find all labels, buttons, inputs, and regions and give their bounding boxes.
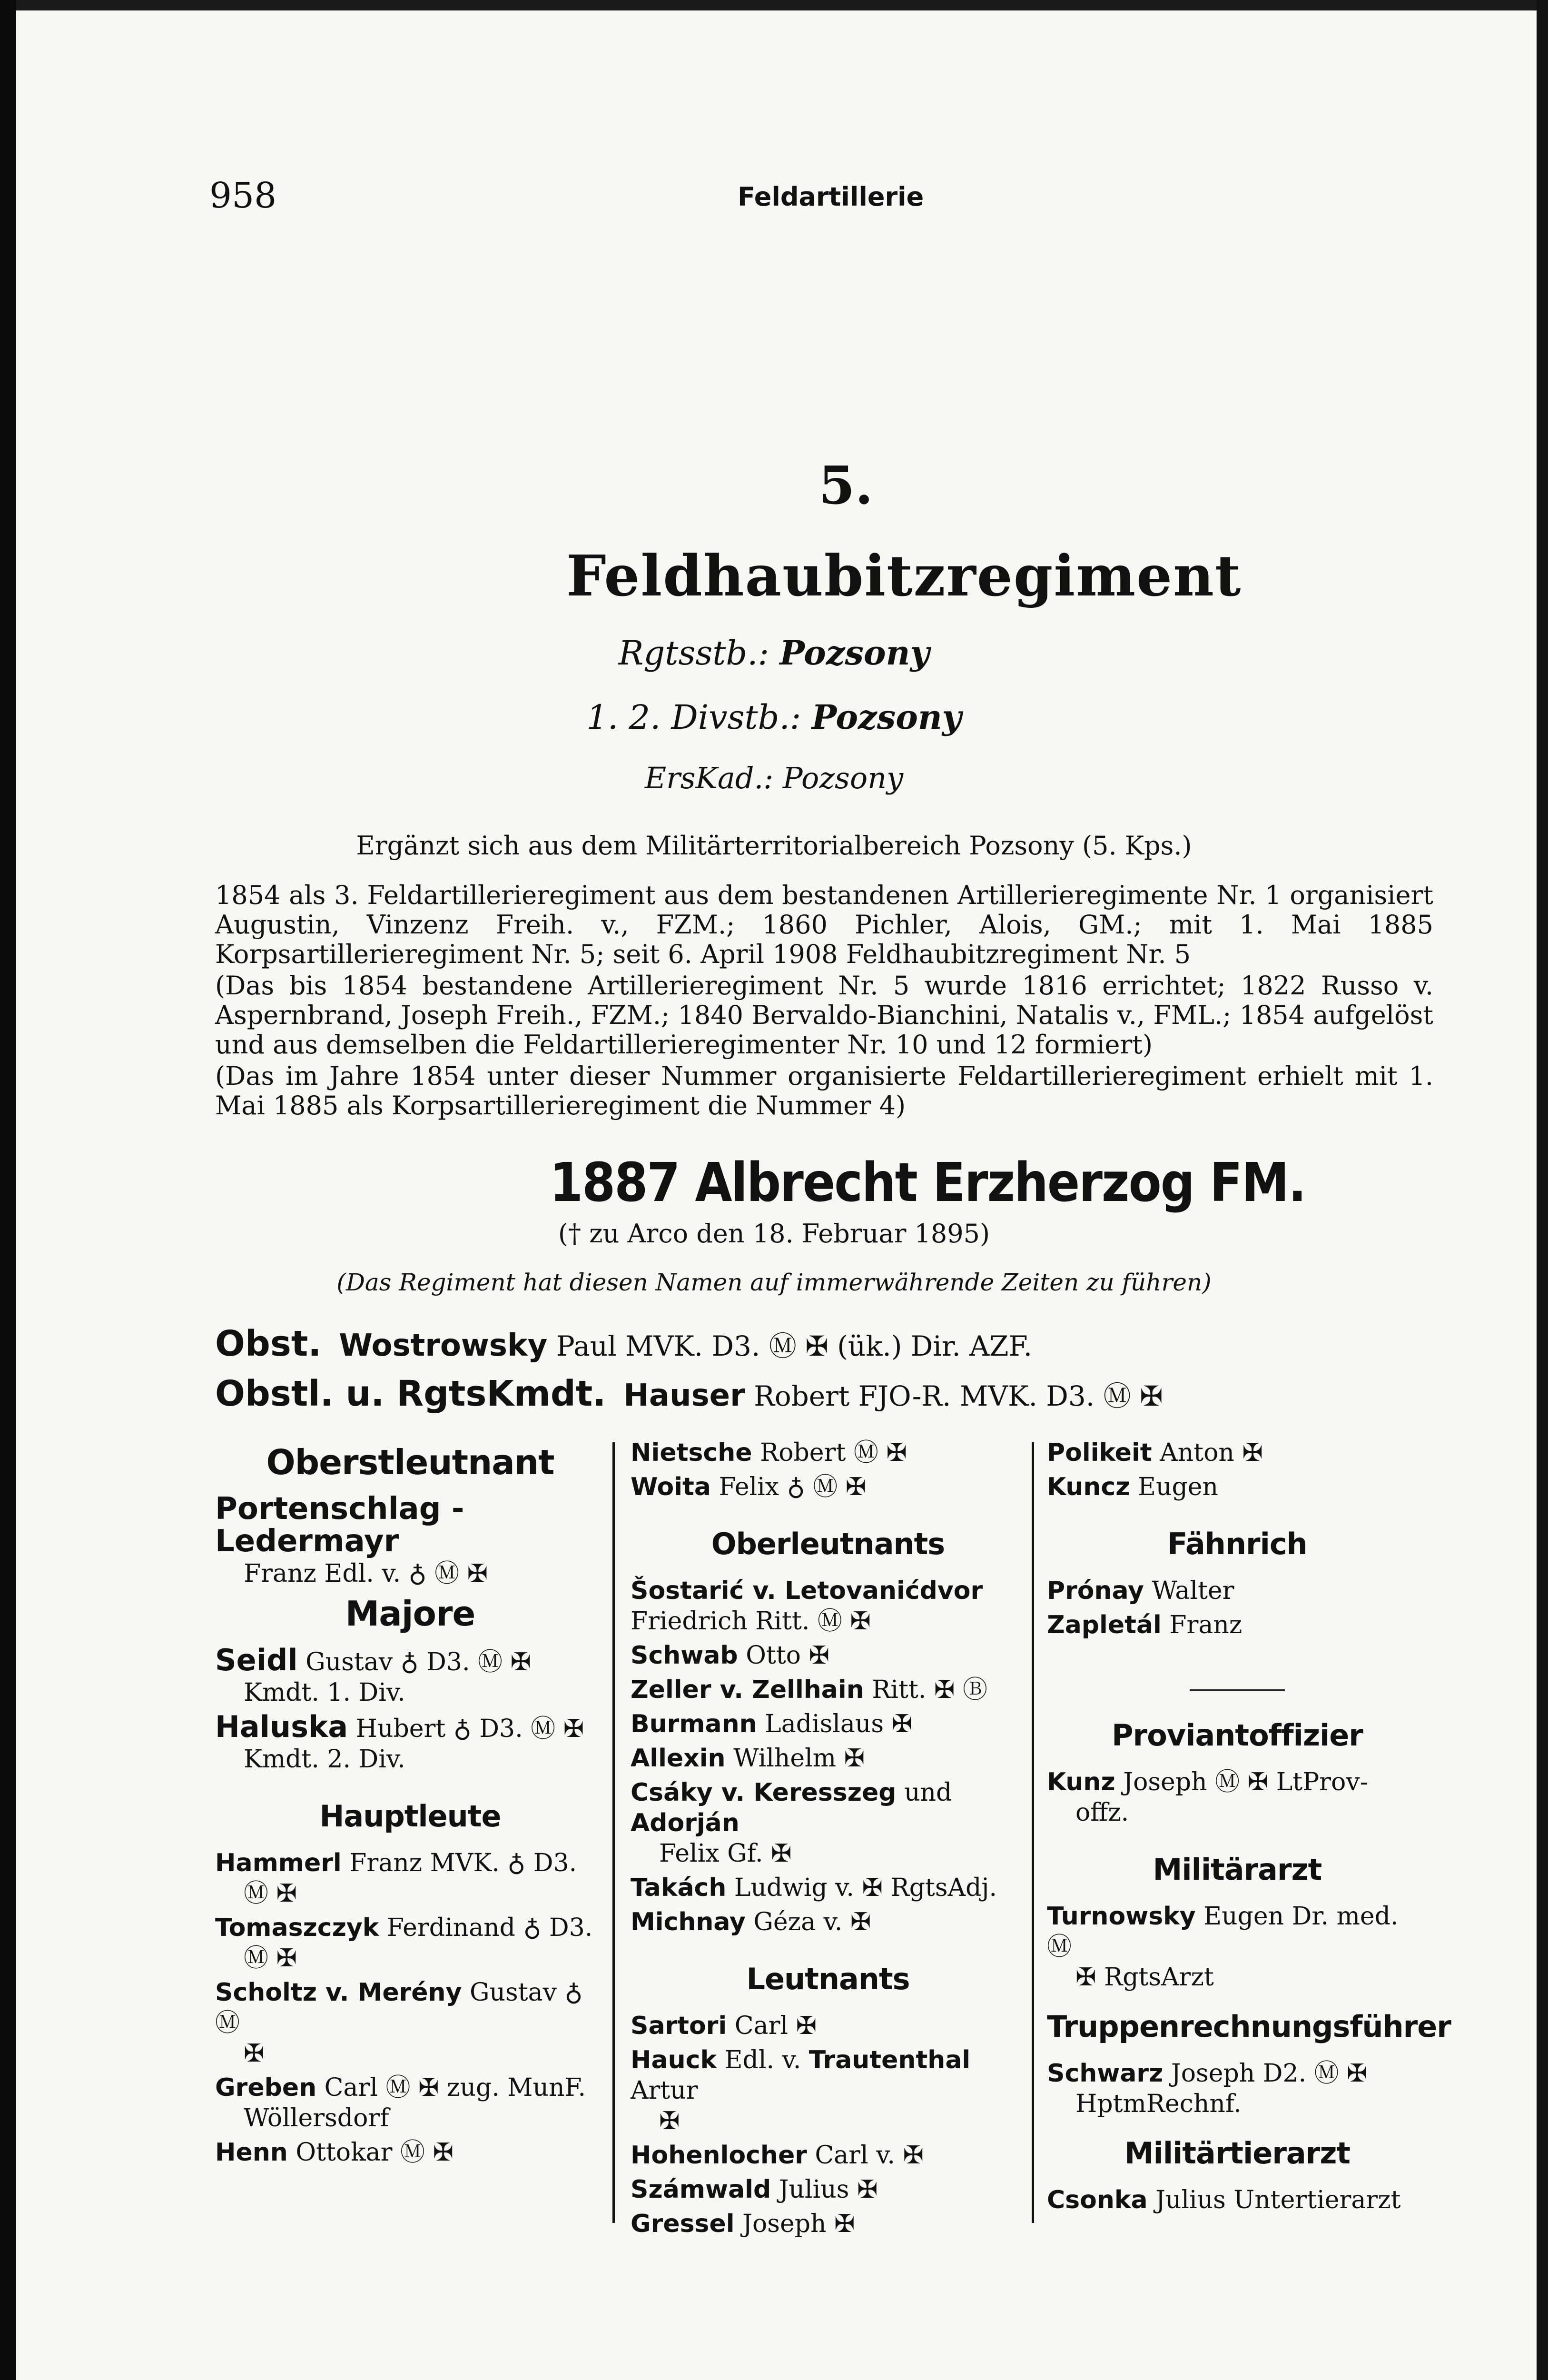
staff-oberstleutnant-kmdt [215,1373,1163,1414]
person-details: Franz [1169,1611,1242,1639]
column-3 [1047,1438,1451,2219]
separator-block [1047,1644,1428,1711]
list-item [215,2137,605,2168]
location-erskad [0,761,1548,795]
section-heading: Militärarzt [1153,1852,1322,1887]
list-item [631,2011,1025,2041]
honorary-note: (Das Regiment hat diesen Namen auf immerwährende Zeiten zu führen) [336,1269,1212,1296]
person-details: Carl Ⓜ ✠ zug. MunF. [324,2073,586,2102]
list-item [631,1709,1025,1739]
history-paragraph: (Das im Jahre 1854 unter dieser Nummer organisierte Feldartillerieregiment erhielt mit 1. Mai 1885 als Korpsartillerieregiment die Nummer 4) [215,1061,1433,1121]
person-name: Greben [215,2073,317,2102]
location-label: ErsKad.: [644,761,774,795]
person-details: Robert FJO-R. MVK. D3. Ⓜ ✠ [754,1380,1163,1412]
list-item [215,1848,605,1909]
location-value: Pozsony [811,697,962,737]
person-details: Ladislaus ✠ [765,1710,913,1738]
recruitment-note: Ergänzt sich aus dem Militärterritorialbereich Pozsony (5. Kps.) [356,831,1192,861]
person-name: Hauser [623,1378,745,1413]
person-details: Joseph Ⓜ ✠ LtProv- [1123,1768,1369,1796]
person-name: Kuncz [1047,1473,1130,1501]
page-number: 958 [209,175,277,216]
list-item [215,1913,605,1973]
person-name: Zapletál [1047,1611,1162,1639]
list-item [1047,1610,1428,1640]
person-name: Csonka [1047,2186,1148,2214]
location-value: Pozsony [782,761,904,795]
person-name: Hammerl [215,1849,342,1877]
rank-label: Obst. [215,1323,322,1364]
list-item [1047,1901,1428,1993]
person-name: Tomaszczyk [215,1914,379,1942]
person-name: Hohenlocher [631,2141,807,2170]
person-name: Gressel [631,2210,735,2238]
location-label: Rgtsstb.: [618,634,769,673]
person-details: Franz MVK. ♁ D3. [349,1849,577,1877]
rank-label: Obstl. u. RgtsKmdt. [215,1373,606,1414]
list-item [631,2174,1025,2205]
person-name: Hauck [631,2046,717,2074]
person-name: Haluska [215,1709,348,1744]
person-name: Számwald [631,2175,771,2204]
list-item [215,1709,605,1775]
list-item [631,1640,1025,1671]
column-divider [612,1442,615,2223]
person-details: Kmdt. 2. Div. [244,1745,405,1774]
person-name: Csáky v. Keresszeg [631,1778,897,1807]
person-details: Paul MVK. D3. Ⓜ ✠ (ük.) Dir. AZF. [556,1330,1033,1362]
person-name: Turnowsky [1047,1902,1196,1931]
section-heading: Oberstleutnant [266,1442,554,1482]
person-name: Burmann [631,1710,757,1738]
person-details: Eugen [1138,1473,1219,1501]
person-details: Ritt. ✠ Ⓑ [872,1676,988,1704]
list-item [631,1777,1025,1869]
person-name: Sartori [631,2012,727,2040]
person-details: Anton ✠ [1160,1438,1263,1467]
person-details: ✠ [244,2039,265,2068]
scan-border-top [0,0,1548,10]
list-item [215,1491,605,1589]
person-details: Ludwig v. ✠ RgtsAdj. [734,1874,997,1902]
person-details: Edl. v. [724,2046,801,2074]
list-item [631,1576,1025,1636]
honorary-name: 1887 Albrecht Erzherzog FM. [550,1152,1306,1214]
person-details: Julius ✠ [779,2175,878,2204]
person-name: Trautenthal [809,2046,971,2074]
person-name: Seidl [215,1643,298,1677]
person-name: Michnay [631,1908,746,1936]
person-details: Otto ✠ [746,1641,830,1670]
list-item [631,2045,1025,2136]
person-details: Friedrich Ritt. Ⓜ ✠ [631,1607,871,1636]
list-item [1047,1767,1428,1828]
section-heading: Majore [345,1594,475,1634]
list-item [1047,2058,1428,2119]
history-paragraph: (Das bis 1854 bestandene Artillerieregiment Nr. 5 wurde 1816 errichtet; 1822 Russo v. Aspernbrand, Joseph Freih., FZM.; 1840 Bervaldo-Bianchini, Natalis v., FML.; 1854 aufgelöst und aus demselben die Feldartillerieregimenter Nr. 10 und 12 formiert) [215,971,1433,1060]
person-name: Scholtz v. Merény [215,1978,462,2007]
section-heading: Militärtierarzt [1124,2136,1351,2171]
person-details: Ⓜ ✠ [244,1879,297,1908]
person-details: Ⓜ ✠ [244,1944,297,1973]
section-heading: Oberleutnants [711,1527,945,1561]
person-name: Adorján [631,1809,739,1837]
history-paragraph: 1854 als 3. Feldartillerieregiment aus dem bestandenen Artillerieregimente Nr. 1 organisiert Augustin, Vinzenz Freih. v., FZM.; 1860 Pichler, Alois, GM.; mit 1. Mai 1885 Korpsartillerieregiment Nr. 5; seit 6. April 1908 Feldhaubitzregiment Nr. 5 [215,880,1433,969]
person-name: Šostarić v. Letovanićdvor [631,1577,983,1605]
list-item [1047,1438,1428,1468]
scan-border-right [1537,0,1548,2380]
location-rgtsstb [0,633,1548,673]
person-details: Kmdt. 1. Div. [244,1678,405,1707]
list-item [631,1438,1025,1468]
person-name: Zeller v. Zellhain [631,1676,864,1704]
person-details: und [904,1778,952,1807]
person-details: Walter [1152,1577,1234,1605]
section-heading: Fähnrich [1167,1527,1307,1561]
person-details: Robert Ⓜ ✠ [760,1438,907,1467]
section-heading: Hauptleute [319,1799,501,1834]
person-details: Felix ♁ Ⓜ ✠ [719,1473,867,1501]
person-details: Artur [631,2076,698,2105]
person-name: Nietsche [631,1438,752,1467]
person-details: Carl ✠ [734,2012,817,2040]
person-details: Felix Gf. ✠ [659,1839,792,1868]
list-item [1047,1472,1428,1502]
staff-oberst [215,1323,1032,1364]
person-name: Prónay [1047,1577,1144,1605]
list-item [631,1675,1025,1705]
person-name: Henn [215,2138,288,2167]
list-item [1047,1576,1428,1606]
section-heading: Truppenrechnungsführer [1047,2009,1451,2044]
person-name: Takách [631,1874,727,1902]
person-name: Schwarz [1047,2059,1163,2088]
person-details: Ottokar Ⓜ ✠ [296,2138,454,2167]
person-details: Géza v. ✠ [753,1908,871,1936]
running-title: Feldartillerie [738,182,924,212]
list-item [215,2073,605,2133]
person-details: Wilhelm ✠ [733,1744,865,1773]
list-item [215,1977,605,2069]
location-label: 1. 2. Divstb.: [586,698,801,737]
list-item [631,1743,1025,1774]
person-name: Kunz [1047,1768,1115,1796]
person-details: Gustav ♁ Ⓜ [215,1978,583,2037]
person-details: Julius Untertierarzt [1155,2186,1401,2214]
location-value: Pozsony [779,633,930,673]
list-item [631,2209,1025,2239]
person-details: Franz Edl. v. ♁ Ⓜ ✠ [244,1559,488,1588]
person-details: Carl v. ✠ [815,2141,924,2170]
person-name: Portenschlag - Ledermayr [215,1491,464,1559]
person-name: Woita [631,1473,711,1501]
list-item [215,1645,605,1708]
short-rule [1190,1689,1285,1691]
person-details: Joseph ✠ [742,2210,855,2238]
section-heading: Proviantoffizier [1112,1718,1363,1753]
person-name: Polikeit [1047,1438,1152,1467]
person-name: Schwab [631,1641,738,1670]
list-item [631,1873,1025,1903]
column-1 [215,1438,605,2172]
person-details: Hubert ♁ D3. Ⓜ ✠ [355,1715,584,1743]
list-item [631,1472,1025,1502]
person-details: Gustav ♁ D3. Ⓜ ✠ [306,1648,532,1676]
regiment-number: 5. [818,455,873,516]
person-name: Allexin [631,1744,726,1773]
location-divstb [0,697,1548,737]
person-details: offz. [1075,1798,1129,1827]
column-2 [631,1438,1025,2243]
person-details: ✠ [659,2107,680,2135]
scan-border-left [0,0,16,2380]
honorary-death: († zu Arco den 18. Februar 1895) [558,1219,990,1249]
list-item [631,1907,1025,1937]
list-item [631,2140,1025,2171]
column-divider [1032,1442,1034,2223]
person-name: Wostrowsky [339,1328,548,1363]
section-heading: Leutnants [746,1962,910,1996]
regiment-title: Feldhaubitzregiment [566,543,1242,609]
person-details: Ferdinand ♁ D3. [386,1914,593,1942]
person-details: ✠ RgtsArzt [1075,1963,1214,1992]
list-item [1047,2185,1428,2215]
person-details: HptmRechnf. [1075,2090,1242,2118]
person-details: Wöllersdorf [244,2104,389,2132]
person-details: Joseph D2. Ⓜ ✠ [1171,2059,1368,2088]
person-details: Eugen Dr. med. Ⓜ [1047,1902,1399,1961]
